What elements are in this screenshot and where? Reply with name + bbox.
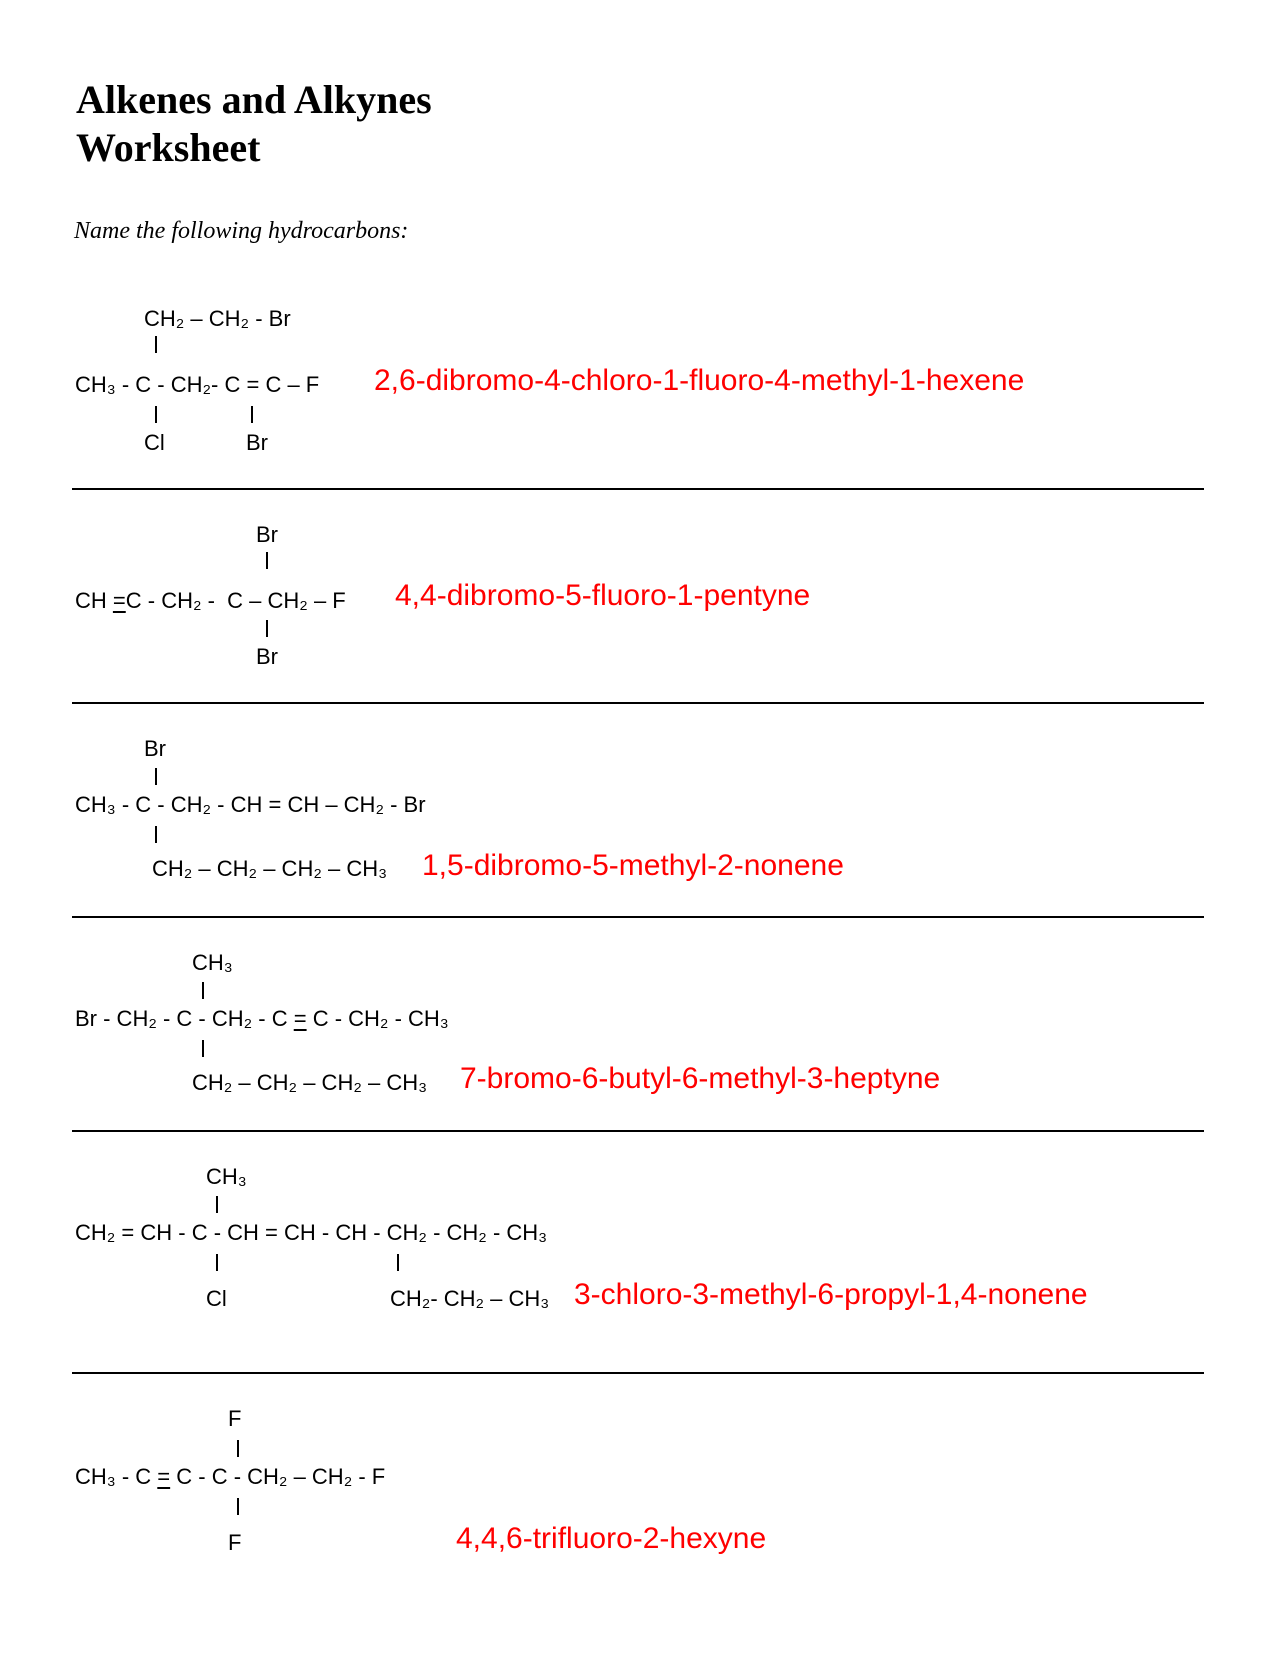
title-line-1: Alkenes and Alkynes xyxy=(76,77,432,122)
structure-main-chain: CH₂ = CH - C - CH = CH - CH - CH₂ - CH₂ - CH₃ xyxy=(75,1220,548,1245)
bond-line xyxy=(202,982,204,999)
substituent: CH₃ xyxy=(192,950,233,975)
substituent: Cl xyxy=(206,1286,227,1311)
answer-text: 4,4-dibromo-5-fluoro-1-pentyne xyxy=(395,579,811,612)
answer-text: 7-bromo-6-butyl-6-methyl-3-heptyne xyxy=(460,1062,941,1095)
chain-part: C - CH₂ - C – CH₂ – F xyxy=(125,588,346,613)
instructions: Name the following hydrocarbons: xyxy=(74,218,409,244)
answer-text: 1,5-dibromo-5-methyl-2-nonene xyxy=(422,849,844,882)
bond-line xyxy=(202,1040,204,1057)
structure-top-chain: CH₂ – CH₂ - Br xyxy=(144,306,291,331)
answer-text: 3-chloro-3-methyl-6-propyl-1,4-nonene xyxy=(574,1278,1088,1311)
substituent: Br xyxy=(246,430,268,455)
bond-line xyxy=(266,552,268,569)
divider xyxy=(72,916,1204,918)
triple-bond: = xyxy=(112,588,126,613)
substituent: Br xyxy=(144,736,166,761)
structure-main-chain xyxy=(75,588,346,614)
substituent: Br xyxy=(256,644,278,669)
bond-line xyxy=(155,826,157,843)
bond-line xyxy=(266,620,268,637)
bond-line xyxy=(155,406,157,423)
bond-line xyxy=(155,336,157,353)
bond-line xyxy=(397,1254,399,1271)
answer-text: 4,4,6-trifluoro-2-hexyne xyxy=(456,1522,767,1555)
bond-line xyxy=(216,1196,218,1213)
bond-line xyxy=(155,768,157,785)
triple-bond: = xyxy=(157,1464,171,1489)
bond-line xyxy=(237,1498,239,1515)
substituent: F xyxy=(228,1530,242,1555)
answer-text: 2,6-dibromo-4-chloro-1-fluoro-4-methyl-1-hexene xyxy=(374,364,1025,397)
divider xyxy=(72,702,1204,704)
substituent: Cl xyxy=(144,430,165,455)
substituent-chain: CH₂- CH₂ – CH₃ xyxy=(390,1286,550,1311)
divider xyxy=(72,488,1204,490)
chain-part: Br - CH₂ - C - CH₂ - C xyxy=(75,1006,294,1031)
title-line-2: Worksheet xyxy=(76,125,261,170)
chain-part: CH₃ - C xyxy=(75,1464,158,1489)
chain-part: C - C - CH₂ – CH₂ - F xyxy=(170,1464,386,1489)
substituent-chain: CH₂ – CH₂ – CH₂ – CH₃ xyxy=(152,856,388,881)
bond-line xyxy=(237,1440,239,1457)
bond-line xyxy=(251,406,253,423)
triple-bond: = xyxy=(293,1006,307,1031)
substituent: CH₃ xyxy=(206,1164,247,1189)
chain-part: C - CH₂ - CH₃ xyxy=(306,1006,449,1031)
structure-main-chain: CH₃ - C - CH₂ - CH = CH – CH₂ - Br xyxy=(75,792,426,817)
page-title xyxy=(76,76,432,172)
structure-main-chain xyxy=(75,1006,449,1032)
structure-main-chain: CH₃ - C - CH₂- C = C – F xyxy=(75,372,320,397)
bond-line xyxy=(216,1254,218,1271)
chain-part: CH xyxy=(75,588,113,613)
substituent: F xyxy=(228,1406,242,1431)
structure-main-chain xyxy=(75,1464,385,1490)
substituent-chain: CH₂ – CH₂ – CH₂ – CH₃ xyxy=(192,1070,428,1095)
substituent: Br xyxy=(256,522,278,547)
divider xyxy=(72,1372,1204,1374)
divider xyxy=(72,1130,1204,1132)
